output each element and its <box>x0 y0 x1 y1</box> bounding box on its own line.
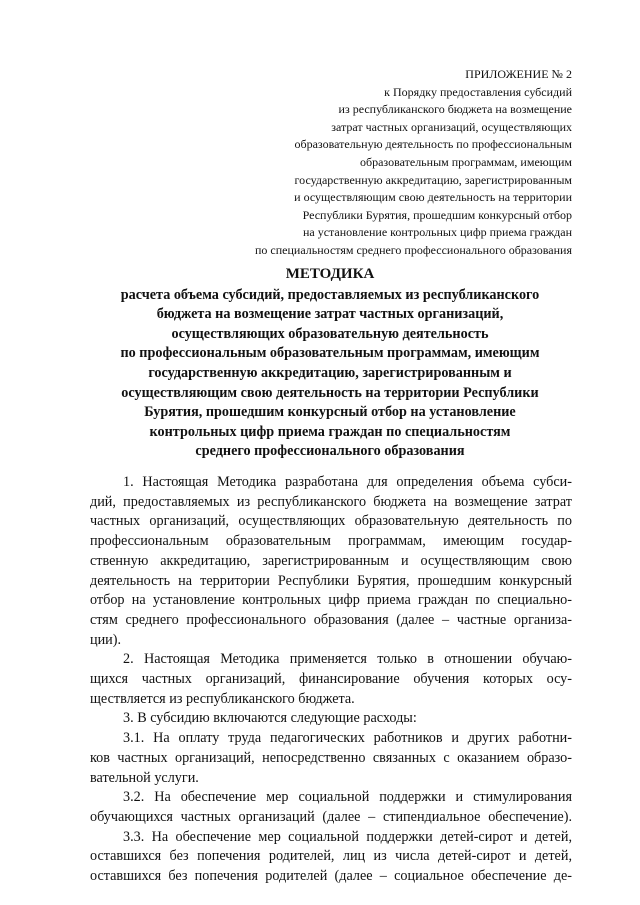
body-line: 2. Настоящая Методика применяется только в отношении обучаю- <box>123 651 572 668</box>
appendix-line: и осуществляющим свою деятельность на территории <box>294 190 572 205</box>
title-line: контрольных цифр приема граждан по специальностям <box>149 423 511 440</box>
appendix-line: образовательную деятельность по профессиональным <box>294 137 572 152</box>
body-text <box>90 473 572 887</box>
body-line: ции). <box>90 631 122 648</box>
body-line: 3.2. На обеспечение мер социальной поддержки и стимулирования <box>123 789 572 806</box>
body-line: 3.3. На обеспечение мер социальной поддержки детей-сирот и детей, <box>123 828 572 845</box>
body-line: ков частных организаций, непосредственно связанных с оказанием образо- <box>90 749 572 766</box>
title-line: по профессиональным образовательным программам, имеющим <box>120 345 540 362</box>
title-line: осуществляющим свою деятельность на территории Республики <box>121 384 539 401</box>
title-line: государственную аккредитацию, зарегистрированным и <box>148 364 512 381</box>
body-line: 3. В субсидию включаются следующие расходы: <box>123 710 417 727</box>
body-line: отбор на установление контрольных цифр приема граждан по специально- <box>90 592 572 609</box>
body-line: обучающихся частных организаций (далее – стипендиальное обеспечение). <box>90 808 572 825</box>
body-line: оставшихся без попечения родителей (далее – социальное обеспечение де- <box>90 868 572 885</box>
body-line: стям среднего профессионального образования (далее – частные организа- <box>90 611 572 628</box>
appendix-line: из республиканского бюджета на возмещение <box>338 102 572 117</box>
body-line: профессиональным образовательным программам, имеющим государ- <box>90 533 572 550</box>
body-line: ществляется из республиканского бюджета. <box>90 690 355 707</box>
appendix-line: к Порядку предоставления субсидий <box>384 84 572 99</box>
title-line: осуществляющих образовательную деятельность <box>171 325 489 342</box>
document-title <box>100 265 560 462</box>
body-line: ственную аккредитацию, зарегистрированным и осуществляющим свою <box>90 552 572 569</box>
title-line: бюджета на возмещение затрат частных организаций, <box>156 306 504 323</box>
appendix-header <box>255 66 572 260</box>
title-line: среднего профессионального образования <box>195 443 465 460</box>
body-line: оставшихся без попечения родителей, лиц из числа детей-сирот и детей, <box>90 848 572 865</box>
appendix-line: на установление контрольных цифр приема граждан <box>302 225 572 240</box>
title-line: расчета объема субсидий, предоставляемых из республиканского <box>120 286 540 303</box>
body-line: частных организаций, осуществляющих образовательную деятельность по <box>90 513 572 530</box>
title-heading: МЕТОДИКА <box>285 266 375 282</box>
body-line: 3.1. На оплату труда педагогических работников и других работни- <box>123 730 572 747</box>
body-line: дий, предоставляемых из республиканского бюджета на возмещение затрат <box>90 493 572 510</box>
appendix-line: Республики Бурятия, прошедшим конкурсный отбор <box>302 207 572 222</box>
appendix-line: образовательным программам, имеющим <box>360 154 572 169</box>
body-line: деятельность на территории Республики Бурятия, прошедшим конкурсный <box>90 572 572 589</box>
appendix-line: государственную аккредитацию, зарегистрированным <box>294 172 572 187</box>
title-line: Бурятия, прошедшим конкурсный отбор на установление <box>144 404 516 421</box>
appendix-line: по специальностям среднего профессионального образования <box>254 242 572 257</box>
appendix-line: затрат частных организаций, осуществляющих <box>331 119 572 134</box>
appendix-title: ПРИЛОЖЕНИЕ № 2 <box>465 67 572 81</box>
body-line: щихся частных организаций, финансирование обучения которых осу- <box>90 671 572 688</box>
body-line: 1. Настоящая Методика разработана для определения объема субси- <box>123 474 572 490</box>
body-line: вательной услуги. <box>90 769 199 786</box>
